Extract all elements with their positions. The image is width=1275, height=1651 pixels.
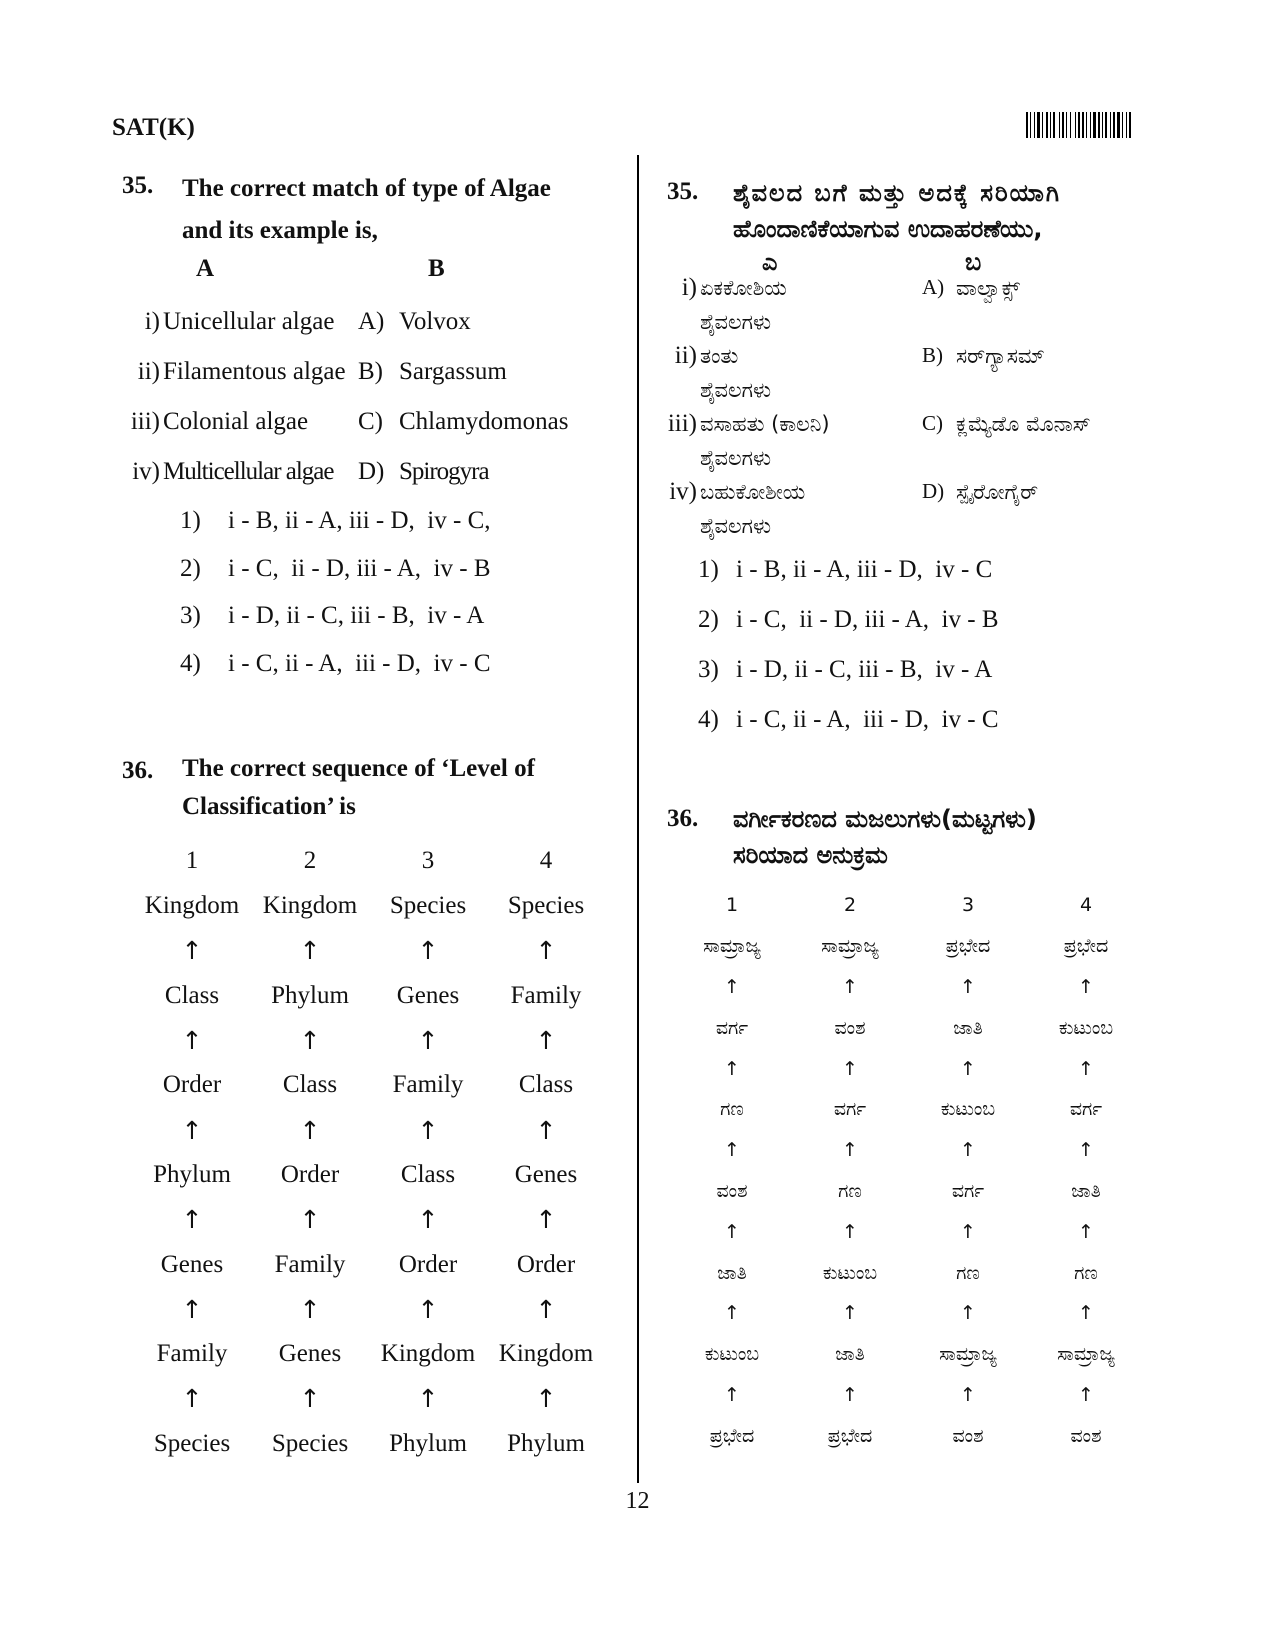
- sequence-level-row: [133, 973, 605, 1018]
- question-number: 36.: [122, 757, 154, 784]
- option-text: i - B, ii - A, iii - D, iv - C,: [228, 507, 491, 534]
- pair-column-b: Volvox: [399, 308, 471, 335]
- classification-level: ಗಣ: [1074, 1261, 1098, 1284]
- match-pair-row: [118, 408, 598, 440]
- up-arrow-icon: ↑: [535, 1294, 557, 1324]
- up-arrow-icon: ↑: [535, 936, 557, 966]
- up-arrow-icon: ↑: [417, 1115, 439, 1145]
- answer-option: [698, 606, 999, 634]
- pair-letter: D): [358, 458, 385, 485]
- classification-level: Order: [398, 1250, 458, 1278]
- up-arrow-icon: ↑: [842, 1139, 858, 1162]
- sequence-level-row: [133, 1332, 605, 1377]
- column-number: 1: [725, 894, 739, 917]
- classification-level: ಕುಟುಂಬ: [822, 1261, 878, 1284]
- up-arrow-icon: ↑: [960, 1057, 976, 1080]
- pair-column-a-line2: ಶೈವಲಗಳು: [700, 514, 772, 538]
- pair-column-a-line2: ಶೈವಲಗಳು: [700, 378, 772, 402]
- classification-level: Class: [518, 1071, 574, 1099]
- up-arrow-icon: ↑: [1078, 1057, 1094, 1080]
- column-number: 2: [843, 894, 857, 917]
- sequence-arrow-row: [133, 929, 605, 974]
- up-arrow-icon: ↑: [960, 1383, 976, 1406]
- classification-level: Genes: [396, 981, 460, 1009]
- sequence-level-row: [133, 1063, 605, 1108]
- up-arrow-icon: ↑: [1078, 1383, 1094, 1406]
- classification-level: ಸಾಮ್ರಾಜ್ಯ: [1057, 1343, 1115, 1366]
- up-arrow-icon: ↑: [842, 975, 858, 998]
- pair-column-a-line2: ಶೈವಲಗಳು: [700, 310, 772, 334]
- classification-level: ಕುಟುಂಬ: [1058, 1016, 1114, 1039]
- page-number: 12: [625, 1488, 650, 1514]
- classification-level: Phylum: [507, 1429, 585, 1457]
- up-arrow-icon: ↑: [960, 975, 976, 998]
- option-number: 4): [698, 706, 719, 733]
- up-arrow-icon: ↑: [417, 1205, 439, 1235]
- match-pair-row: [660, 274, 1180, 342]
- pair-column-b: ಸ್ಪೈರೋಗೈರ್: [956, 480, 1039, 504]
- question-text-line: Classification’ is: [182, 793, 356, 820]
- up-arrow-icon: ↑: [181, 1205, 203, 1235]
- sequence-header-row: [673, 885, 1145, 926]
- sequence-level-row: [673, 1171, 1145, 1212]
- sequence-level-row: [673, 1252, 1145, 1293]
- sequence-arrow-row: [133, 1018, 605, 1063]
- up-arrow-icon: ↑: [960, 1302, 976, 1325]
- pair-letter: C): [922, 411, 943, 435]
- question-number: 35.: [122, 172, 154, 199]
- classification-level: ವಂಶ: [952, 1424, 984, 1447]
- option-text: i - C, ii - D, iii - A, iv - B: [736, 606, 999, 633]
- sequence-level-row: [133, 1242, 605, 1287]
- answer-option: [180, 555, 491, 583]
- pair-numeral: iv): [669, 478, 697, 505]
- answer-option: [698, 656, 992, 684]
- up-arrow-icon: ↑: [535, 1115, 557, 1145]
- sequence-level-row: [673, 1089, 1145, 1130]
- question-text-line: The correct sequence of ‘Level of: [182, 755, 535, 782]
- up-arrow-icon: ↑: [535, 1205, 557, 1235]
- answer-option: [698, 556, 992, 584]
- pair-letter: B): [358, 358, 383, 385]
- up-arrow-icon: ↑: [842, 1302, 858, 1325]
- classification-level: Family: [510, 981, 582, 1009]
- pair-numeral: iii): [130, 408, 160, 435]
- pair-column-a: ಏಕಕೋಶಿಯ: [700, 276, 787, 300]
- pair-column-a: ತಂತು: [700, 344, 739, 368]
- classification-level: ವರ್ಗ: [715, 1016, 749, 1039]
- sequence-level-row: [133, 1421, 605, 1466]
- question-number: 35.: [667, 178, 699, 205]
- classification-level: ಜಾತಿ: [1071, 1179, 1101, 1202]
- pair-numeral: ii): [674, 342, 697, 369]
- up-arrow-icon: ↑: [417, 1026, 439, 1056]
- pair-numeral: iv): [132, 458, 160, 485]
- pair-column-b: Chlamydomonas: [399, 408, 569, 435]
- classification-level: Genes: [160, 1250, 224, 1278]
- pair-numeral: ii): [137, 358, 160, 385]
- option-number: 1): [180, 507, 201, 534]
- answer-option: [698, 706, 999, 734]
- answer-option: [180, 602, 484, 630]
- classification-level: Species: [153, 1429, 231, 1457]
- classification-level: ಗಣ: [720, 1098, 744, 1121]
- classification-level: Genes: [278, 1340, 342, 1368]
- sequence-level-row: [673, 1415, 1145, 1456]
- up-arrow-icon: ↑: [535, 1384, 557, 1414]
- option-text: i - C, ii - A, iii - D, iv - C: [228, 650, 491, 677]
- classification-level: ಪ್ರಭೇದ: [709, 1424, 755, 1447]
- classification-level: ಜಾತಿ: [717, 1261, 747, 1284]
- pair-column-b: Sargassum: [399, 358, 507, 385]
- up-arrow-icon: ↑: [181, 1384, 203, 1414]
- option-number: 3): [180, 602, 201, 629]
- sequence-arrow-row: [673, 1048, 1145, 1089]
- option-number: 4): [180, 650, 201, 677]
- question-text-line: and its example is,: [182, 217, 378, 244]
- up-arrow-icon: ↑: [181, 1115, 203, 1145]
- classification-level: ಪ್ರಭೇದ: [1063, 935, 1109, 958]
- up-arrow-icon: ↑: [1078, 975, 1094, 998]
- column-b-heading: ಬ: [965, 248, 984, 276]
- sequence-arrow-row: [133, 1377, 605, 1422]
- pair-column-a: Multicellular algae: [163, 458, 334, 485]
- up-arrow-icon: ↑: [299, 1294, 321, 1324]
- sequence-arrow-row: [133, 1197, 605, 1242]
- up-arrow-icon: ↑: [1078, 1302, 1094, 1325]
- option-text: i - C, ii - A, iii - D, iv - C: [736, 706, 999, 733]
- up-arrow-icon: ↑: [842, 1057, 858, 1080]
- classification-level: ವಂಶ: [716, 1179, 748, 1202]
- classification-level: ವರ್ಗ: [1069, 1098, 1103, 1121]
- classification-level: Class: [282, 1071, 338, 1099]
- classification-level: Order: [162, 1071, 222, 1099]
- pair-column-a: ವಸಾಹತು (ಕಾಲನಿ): [700, 412, 830, 436]
- sequence-arrow-row: [673, 967, 1145, 1008]
- up-arrow-icon: ↑: [181, 936, 203, 966]
- match-pair-row: [118, 458, 598, 490]
- classification-level: ಗಣ: [956, 1261, 980, 1284]
- sequence-arrow-row: [673, 1375, 1145, 1416]
- pair-letter: D): [922, 479, 945, 503]
- pair-letter: A): [922, 275, 945, 299]
- up-arrow-icon: ↑: [417, 1294, 439, 1324]
- classification-level: Class: [400, 1160, 456, 1188]
- column-divider: [637, 155, 639, 1483]
- up-arrow-icon: ↑: [417, 936, 439, 966]
- classification-level: ಸಾಮ್ರಾಜ್ಯ: [703, 935, 761, 958]
- up-arrow-icon: ↑: [842, 1383, 858, 1406]
- classification-level: ಪ್ರಭೇದ: [945, 935, 991, 958]
- up-arrow-icon: ↑: [181, 1294, 203, 1324]
- up-arrow-icon: ↑: [960, 1139, 976, 1162]
- question-text: [733, 801, 1173, 873]
- pair-column-b: ಸರ್‌ಗ್ಯಾಸಮ್: [956, 344, 1045, 368]
- classification-level: ಕುಟುಂಬ: [704, 1343, 760, 1366]
- answer-option: [180, 650, 491, 678]
- answer-option: [180, 507, 491, 535]
- sequence-level-row: [673, 1007, 1145, 1048]
- classification-level: Kingdom: [380, 1340, 476, 1368]
- classification-level: ಪ್ರಭೇದ: [827, 1424, 873, 1447]
- option-text: i - D, ii - C, iii - B, iv - A: [228, 602, 485, 629]
- classification-level: Family: [156, 1340, 228, 1368]
- question-text-line: ಸರಿಯಾದ ಅನುಕ್ರಮ: [733, 841, 888, 869]
- question-text: [182, 168, 602, 252]
- sequence-level-row: [673, 926, 1145, 967]
- option-number: 3): [698, 656, 719, 683]
- classification-level: Kingdom: [498, 1340, 594, 1368]
- classification-level: ವಂಶ: [1070, 1424, 1102, 1447]
- pair-letter: B): [922, 343, 943, 367]
- pair-letter: A): [358, 308, 385, 335]
- exam-code: SAT(K): [112, 114, 195, 141]
- up-arrow-icon: ↑: [181, 1026, 203, 1056]
- question-text-line: ಶೈವಲದ ಬಗೆ ಮತ್ತು ಅದಕ್ಕೆ ಸರಿಯಾಗಿ: [733, 179, 1061, 207]
- pair-column-b: ವಾಲ್ವಾಕ್ಸ್: [956, 276, 1020, 300]
- up-arrow-icon: ↑: [417, 1384, 439, 1414]
- pair-column-b: ಕ್ಲಮ್ಯೆಡೊ ಮೊನಾಸ್: [956, 412, 1091, 436]
- classification-level: Phylum: [389, 1429, 467, 1457]
- pair-column-a: Filamentous algae: [163, 358, 346, 385]
- column-number: 4: [539, 847, 553, 875]
- column-b-heading: B: [428, 255, 445, 282]
- match-pair-row: [660, 410, 1180, 478]
- match-pair-row: [660, 342, 1180, 410]
- sequence-arrow-row: [673, 1130, 1145, 1171]
- barcode-icon: [1026, 112, 1164, 138]
- classification-level: Kingdom: [144, 892, 240, 920]
- classification-level: ಜಾತಿ: [835, 1343, 865, 1366]
- up-arrow-icon: ↑: [724, 1220, 740, 1243]
- up-arrow-icon: ↑: [724, 1057, 740, 1080]
- classification-level: ಜಾತಿ: [953, 1016, 983, 1039]
- pair-numeral: i): [144, 308, 160, 335]
- up-arrow-icon: ↑: [299, 1384, 321, 1414]
- option-text: i - D, ii - C, iii - B, iv - A: [736, 656, 993, 683]
- up-arrow-icon: ↑: [299, 1115, 321, 1145]
- classification-level: ವಂಶ: [834, 1016, 866, 1039]
- match-pair-row: [118, 358, 598, 390]
- sequence-arrow-row: [673, 1293, 1145, 1334]
- up-arrow-icon: ↑: [724, 1302, 740, 1325]
- classification-sequence-table: [673, 885, 1145, 1456]
- pair-numeral: iii): [667, 410, 697, 437]
- pair-letter: C): [358, 408, 383, 435]
- up-arrow-icon: ↑: [842, 1220, 858, 1243]
- match-pair-row: [118, 308, 598, 340]
- sequence-level-row: [133, 884, 605, 929]
- pair-numeral: i): [681, 274, 697, 301]
- up-arrow-icon: ↑: [299, 936, 321, 966]
- match-pair-row: [660, 478, 1180, 546]
- classification-level: Family: [392, 1071, 464, 1099]
- classification-level: Phylum: [271, 981, 349, 1009]
- pair-column-a-line2: ಶೈವಲಗಳು: [700, 446, 772, 470]
- up-arrow-icon: ↑: [299, 1205, 321, 1235]
- classification-level: ಗಣ: [838, 1179, 862, 1202]
- option-text: i - B, ii - A, iii - D, iv - C: [736, 556, 993, 583]
- pair-column-a: ಬಹುಕೋಶೀಯ: [700, 480, 806, 504]
- classification-level: Class: [164, 981, 220, 1009]
- pair-column-a: Unicellular algae: [163, 308, 335, 335]
- pair-column-a: Colonial algae: [163, 408, 309, 435]
- up-arrow-icon: ↑: [724, 975, 740, 998]
- classification-level: Kingdom: [262, 892, 358, 920]
- sequence-arrow-row: [133, 1108, 605, 1153]
- sequence-level-row: [133, 1153, 605, 1198]
- classification-level: Order: [516, 1250, 576, 1278]
- pair-column-b: Spirogyra: [399, 458, 489, 485]
- column-number: 3: [421, 847, 435, 875]
- question-text-line: ವರ್ಗೀಕರಣದ ಮಜಲುಗಳು(ಮಟ್ಟಗಳು): [733, 805, 1037, 833]
- column-a-heading: ಎ: [762, 248, 780, 276]
- classification-level: Order: [280, 1160, 340, 1188]
- classification-level: Phylum: [153, 1160, 231, 1188]
- classification-level: ಸಾಮ್ರಾಜ್ಯ: [939, 1343, 997, 1366]
- option-number: 1): [698, 556, 719, 583]
- sequence-arrow-row: [673, 1211, 1145, 1252]
- up-arrow-icon: ↑: [1078, 1139, 1094, 1162]
- question-number: 36.: [667, 805, 699, 832]
- column-number: 1: [185, 847, 199, 875]
- column-number: 2: [303, 847, 317, 875]
- column-number: 4: [1079, 894, 1093, 917]
- up-arrow-icon: ↑: [535, 1026, 557, 1056]
- classification-level: ಸಾಮ್ರಾಜ್ಯ: [821, 935, 879, 958]
- question-text-line: The correct match of type of Algae: [182, 175, 551, 202]
- question-text-line: ಹೊಂದಾಣಿಕೆಯಾಗುವ ಉದಾಹರಣೆಯು,: [733, 215, 1043, 243]
- up-arrow-icon: ↑: [960, 1220, 976, 1243]
- option-number: 2): [698, 606, 719, 633]
- classification-sequence-table: [133, 839, 605, 1466]
- classification-level: ಕುಟುಂಬ: [940, 1098, 996, 1121]
- classification-level: Species: [271, 1429, 349, 1457]
- sequence-level-row: [673, 1334, 1145, 1375]
- classification-level: Species: [507, 892, 585, 920]
- up-arrow-icon: ↑: [1078, 1220, 1094, 1243]
- question-text: [182, 750, 602, 826]
- classification-level: Species: [389, 892, 467, 920]
- option-text: i - C, ii - D, iii - A, iv - B: [228, 555, 491, 582]
- up-arrow-icon: ↑: [724, 1383, 740, 1406]
- up-arrow-icon: ↑: [724, 1139, 740, 1162]
- column-a-heading: A: [196, 255, 215, 282]
- classification-level: Family: [274, 1250, 346, 1278]
- classification-level: ವರ್ಗ: [833, 1098, 867, 1121]
- up-arrow-icon: ↑: [299, 1026, 321, 1056]
- classification-level: Genes: [514, 1160, 578, 1188]
- sequence-header-row: [133, 839, 605, 884]
- column-number: 3: [961, 894, 975, 917]
- question-text: [733, 175, 1173, 247]
- classification-level: ವರ್ಗ: [951, 1179, 985, 1202]
- option-number: 2): [180, 555, 201, 582]
- sequence-arrow-row: [133, 1287, 605, 1332]
